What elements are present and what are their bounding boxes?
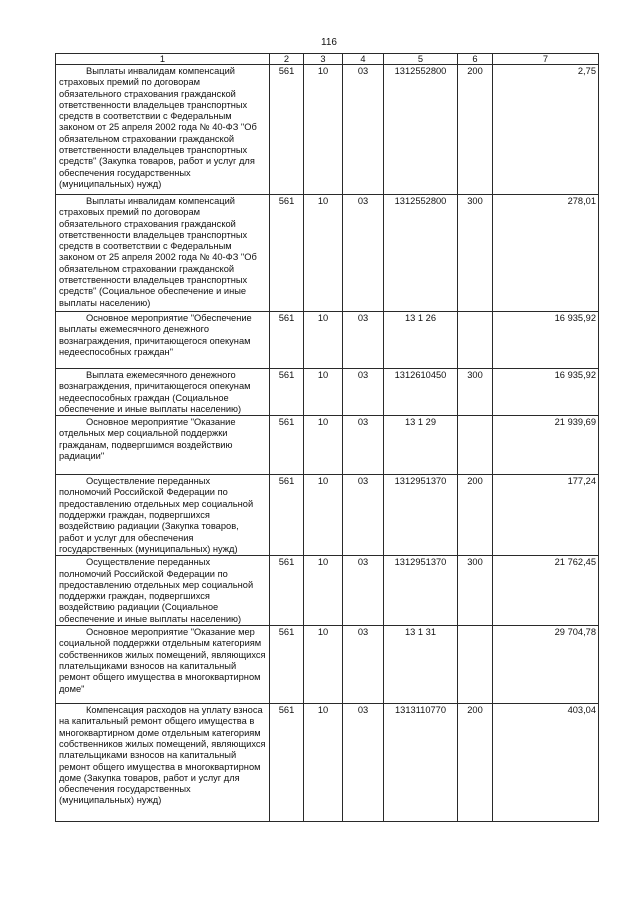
- expense-type-code: 300: [458, 369, 493, 416]
- item-name: Выплаты инвалидам компенсаций страховых премий по договорам обязательного страхования гражданской ответственности владельцев транспортных средств в соответствии с Федеральным законом от 25 апреля 2002 года № 40-ФЗ "Об обязательном страховании гражданской ответственности владельцев транспортных средств" (Закупка товаров, работ и услуг для обеспечения государственных (муниципальных) нужд): [56, 65, 270, 195]
- agency-code: 561: [270, 626, 304, 704]
- item-name: Основное мероприятие "Оказание отдельных мер социальной поддержки гражданам, подвергшимся воздействию радиации": [56, 416, 270, 475]
- expense-type-code: 200: [458, 704, 493, 822]
- subsection-code: 03: [343, 475, 384, 556]
- amount: 16 935,92: [493, 312, 599, 369]
- subsection-code: 03: [343, 369, 384, 416]
- section-code: 10: [304, 312, 343, 369]
- expense-type-code: 200: [458, 475, 493, 556]
- item-name: Осуществление переданных полномочий Российской Федерации по предоставлению отдельных мер социальной поддержки граждан, подвергшихся воздействию радиации (Социальное обеспечение и иные выплаты населению): [56, 556, 270, 626]
- column-number-4: 4: [343, 54, 384, 65]
- amount: 177,24: [493, 475, 599, 556]
- table-row: [56, 556, 599, 626]
- agency-code: 561: [270, 312, 304, 369]
- agency-code: 561: [270, 416, 304, 475]
- table-row: [56, 312, 599, 369]
- target-article-code: 1312951370: [384, 556, 458, 626]
- target-article-code: 1313110770: [384, 704, 458, 822]
- expense-type-code: [458, 416, 493, 475]
- amount: 2,75: [493, 65, 599, 195]
- table-row: [56, 195, 599, 312]
- target-article-code: 13 1 29: [384, 416, 458, 475]
- column-number-7: 7: [493, 54, 599, 65]
- section-code: 10: [304, 704, 343, 822]
- agency-code: 561: [270, 704, 304, 822]
- expense-type-code: [458, 626, 493, 704]
- section-code: 10: [304, 369, 343, 416]
- section-code: 10: [304, 475, 343, 556]
- subsection-code: 03: [343, 65, 384, 195]
- table-row: [56, 475, 599, 556]
- page-number: 116: [321, 37, 337, 48]
- target-article-code: 1312951370: [384, 475, 458, 556]
- budget-table: [55, 53, 599, 822]
- item-name: Выплата ежемесячного денежного вознаграждения, причитающегося опекунам недееспособных граждан (Социальное обеспечение и иные выплаты населению): [56, 369, 270, 416]
- agency-code: 561: [270, 369, 304, 416]
- expense-type-code: 200: [458, 65, 493, 195]
- header-row: [56, 54, 599, 65]
- amount: 21 939,69: [493, 416, 599, 475]
- expense-type-code: 300: [458, 556, 493, 626]
- agency-code: 561: [270, 65, 304, 195]
- subsection-code: 03: [343, 626, 384, 704]
- section-code: 10: [304, 556, 343, 626]
- table-row: [56, 369, 599, 416]
- agency-code: 561: [270, 475, 304, 556]
- section-code: 10: [304, 195, 343, 312]
- item-name: Выплаты инвалидам компенсаций страховых премий по договорам обязательного страхования гражданской ответственности владельцев транспортных средств в соответствии с Федеральным законом от 25 апреля 2002 года № 40-ФЗ "Об обязательном страховании гражданской ответственности владельцев транспортных средств" (Социальное обеспечение и иные выплаты населению): [56, 195, 270, 312]
- target-article-code: 13 1 31: [384, 626, 458, 704]
- column-number-2: 2: [270, 54, 304, 65]
- subsection-code: 03: [343, 704, 384, 822]
- column-number-6: 6: [458, 54, 493, 65]
- table-row: [56, 65, 599, 195]
- column-number-1: 1: [56, 54, 270, 65]
- target-article-code: 13 1 26: [384, 312, 458, 369]
- item-name: Основное мероприятие "Оказание мер социальной поддержки отдельным категориям собственников жилых помещений, являющихся плательщиками взносов на капитальный ремонт общего имущества в многоквартирном доме": [56, 626, 270, 704]
- amount: 21 762,45: [493, 556, 599, 626]
- section-code: 10: [304, 65, 343, 195]
- item-name: Осуществление переданных полномочий Российской Федерации по предоставлению отдельных мер социальной поддержки граждан, подвергшихся воздействию радиации (Закупка товаров, работ и услуг для обеспечения государственных (муниципальных) нужд): [56, 475, 270, 556]
- subsection-code: 03: [343, 195, 384, 312]
- target-article-code: 1312552800: [384, 65, 458, 195]
- column-number-5: 5: [384, 54, 458, 65]
- item-name: Основное мероприятие "Обеспечение выплаты ежемесячного денежного вознаграждения, причитающегося опекунам недееспособных граждан": [56, 312, 270, 369]
- subsection-code: 03: [343, 556, 384, 626]
- amount: 29 704,78: [493, 626, 599, 704]
- subsection-code: 03: [343, 416, 384, 475]
- agency-code: 561: [270, 195, 304, 312]
- table-row: [56, 704, 599, 822]
- table-row: [56, 416, 599, 475]
- expense-type-code: [458, 312, 493, 369]
- section-code: 10: [304, 416, 343, 475]
- subsection-code: 03: [343, 312, 384, 369]
- item-name: Компенсация расходов на уплату взноса на капитальный ремонт общего имущества в многоквартирном доме отдельным категориям собственников жилых помещений, являющихся плательщиками взносов на капитальный ремонт общего имущества в многоквартирном доме (Закупка товаров, работ и услуг для обеспечения государственных (муниципальных) нужд): [56, 704, 270, 822]
- agency-code: 561: [270, 556, 304, 626]
- section-code: 10: [304, 626, 343, 704]
- target-article-code: 1312552800: [384, 195, 458, 312]
- amount: 403,04: [493, 704, 599, 822]
- column-number-3: 3: [304, 54, 343, 65]
- amount: 278,01: [493, 195, 599, 312]
- amount: 16 935,92: [493, 369, 599, 416]
- expense-type-code: 300: [458, 195, 493, 312]
- table-row: [56, 626, 599, 704]
- target-article-code: 1312610450: [384, 369, 458, 416]
